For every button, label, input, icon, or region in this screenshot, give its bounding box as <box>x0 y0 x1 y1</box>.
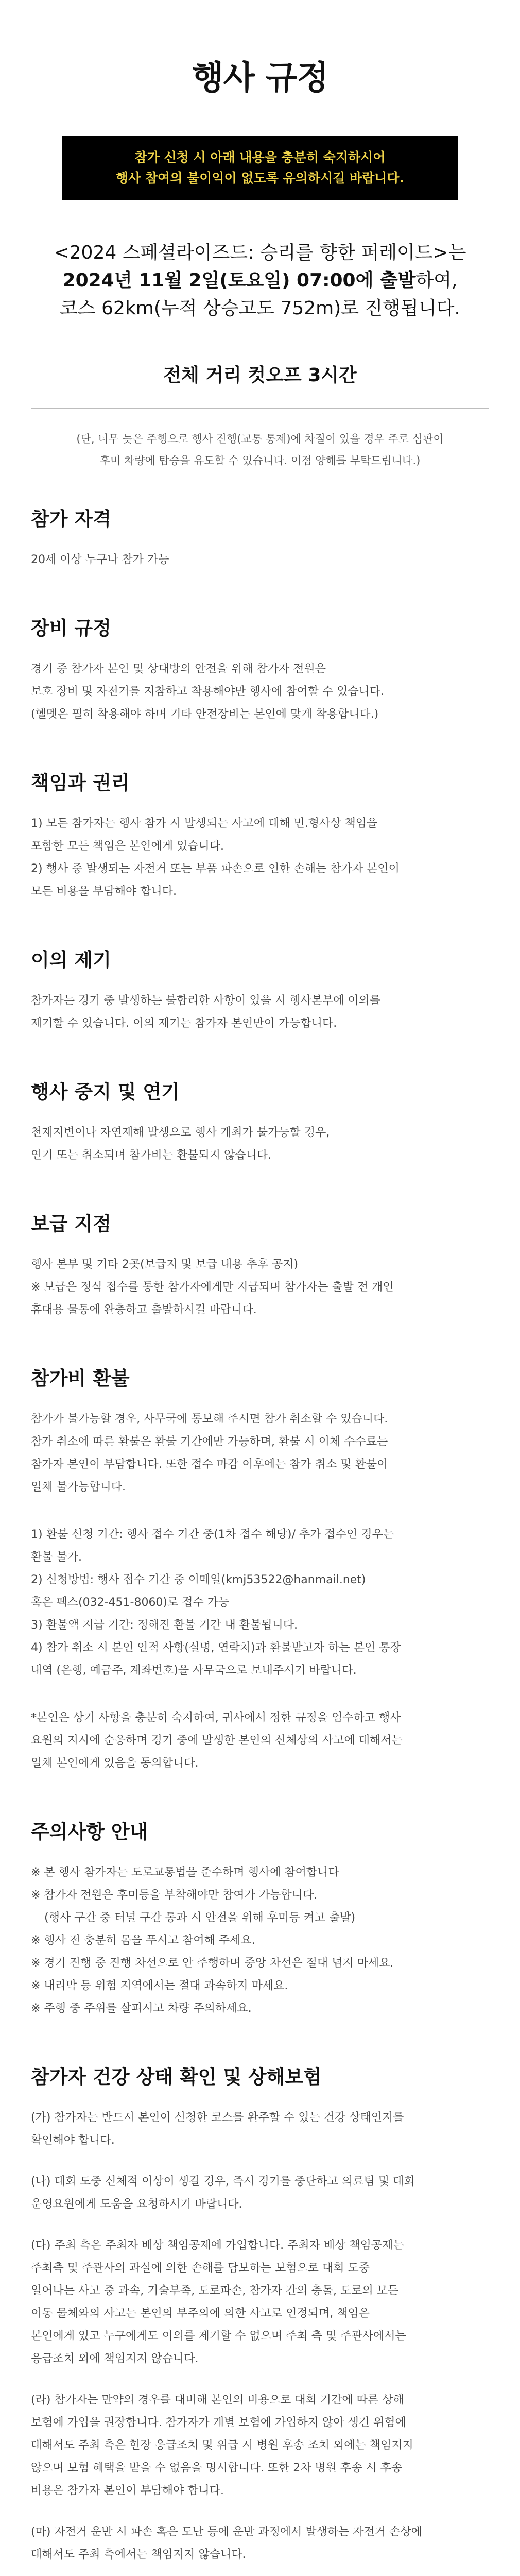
paragraph: (가) 참가자는 반드시 본인이 신청한 코스를 완주할 수 있는 건강 상태인지를 <box>31 2111 404 2124</box>
intro-line: 코스 62km(누적 상승고도 752m)로 진행됩니다. <box>60 298 460 319</box>
section-supply-point <box>31 1208 489 1321</box>
section-body <box>31 990 489 1035</box>
section-cancellation <box>31 1076 489 1167</box>
section-equipment <box>31 613 489 726</box>
paragraph: (헬멧은 필히 착용해야 하며 기타 안전장비는 본인에 맞게 착용합니다.) <box>31 708 379 721</box>
spacer <box>31 2152 489 2171</box>
paragraph: ※ 참가자 전원은 후미등을 부착해야만 참여가 가능합니다. <box>31 1889 318 1902</box>
paragraph: 제기할 수 있습니다. 이의 제기는 참가자 본인만이 가능합니다. <box>31 1017 337 1030</box>
paragraph: 참가가 불가능할 경우, 사무국에 통보해 주시면 참가 취소할 수 있습니다. <box>31 1413 388 1426</box>
paragraph: 일어나는 사고 중 과속, 기술부족, 도로파손, 참가자 간의 충돌, 도로의 모든 <box>31 2284 399 2297</box>
paragraph: 대해서도 주최 측에서는 책임지지 않습니다. <box>31 2548 246 2561</box>
section-title: 참가비 환불 <box>31 1367 130 1389</box>
section-title: 행사 중지 및 연기 <box>31 1081 180 1103</box>
section-title: 주의사항 안내 <box>31 1821 148 1843</box>
section-title: 장비 규정 <box>31 617 111 639</box>
paragraph: 보호 장비 및 자전거를 지참하고 착용해야만 행사에 참여할 수 있습니다. <box>31 685 385 698</box>
spacer <box>31 2502 489 2521</box>
notice-box <box>62 136 458 200</box>
paragraph: 주최측 및 주관사의 과실에 의한 손해를 담보하는 보험으로 대회 도중 <box>31 2262 370 2275</box>
paragraph: 혹은 팩스(032-451-8060)로 접수 가능 <box>31 1596 230 1609</box>
section-title: 참가자 건강 상태 확인 및 상해보험 <box>31 2066 322 2088</box>
paragraph: ※ 행사 전 충분히 몸을 푸시고 참여해 주세요. <box>31 1934 255 1947</box>
paragraph: 일체 불가능합니다. <box>31 1481 126 1494</box>
section-body <box>31 549 489 571</box>
paragraph: 2) 신청방법: 행사 접수 기간 중 이메일(kmj53522@hanmail.net) <box>31 1573 366 1586</box>
paragraph: 요원의 지시에 순응하며 경기 중에 발생한 본인의 신체상의 사고에 대해서는 <box>31 1734 403 1747</box>
page-title: 행사 규정 <box>192 59 328 97</box>
paragraph: 20세 이상 누구나 참가 가능 <box>31 553 169 566</box>
divider <box>31 408 489 409</box>
section-responsibility <box>31 767 489 903</box>
paragraph: 운영요원에게 도움을 요청하시기 바랍니다. <box>31 2198 242 2211</box>
paragraph: 이동 물체와의 사고는 본인의 부주의에 의한 사고로 인정되며, 책임은 <box>31 2307 370 2320</box>
section-body <box>31 1861 489 2020</box>
paragraph: 휴대용 물통에 완충하고 출발하시길 바랍니다. <box>31 1303 257 1316</box>
paragraph: 응급조치 외에 책임지지 않습니다. <box>31 2352 199 2365</box>
section-title: 참가 자격 <box>31 508 111 530</box>
paragraph: 4) 참가 취소 시 본인 인적 사항(실명, 연락처)과 환불받고자 하는 본인 통장 <box>31 1641 401 1654</box>
intro-text: 하여, <box>415 270 458 291</box>
paragraph: (마) 자전거 운반 시 파손 혹은 도난 등에 운반 과정에서 발생하는 자전거 손상에 <box>31 2526 422 2538</box>
section-body <box>31 1122 489 1167</box>
paragraph: (다) 주최 측은 주최자 배상 책임공제에 가입합니다. 주최자 배상 책임공제는 <box>31 2239 404 2252</box>
paragraph: 경기 중 참가자 본인 및 상대방의 안전을 위해 참가자 전원은 <box>31 663 326 675</box>
note-line: 후미 차량에 탑승을 유도할 수 있습니다. 이점 양해를 부탁드립니다.) <box>99 454 421 467</box>
paragraph: ※ 내리막 등 위험 지역에서는 절대 과속하지 마세요. <box>31 1979 288 1992</box>
section-refund <box>31 1363 489 1775</box>
paragraph: ※ 경기 진행 중 진행 차선으로 안 주행하며 중앙 차선은 절대 넘지 마세요. <box>31 1957 394 1970</box>
section-body <box>31 2107 489 2566</box>
paragraph: 참가 취소에 따른 환불은 환불 기간에만 가능하며, 환불 시 이체 수수료는 <box>31 1435 388 1448</box>
paragraph: 본인에게 있고 누구에게도 이의를 제기할 수 없으며 주최 측 및 주관사에서는 <box>31 2330 406 2343</box>
paragraph: (라) 참가자는 만약의 경우를 대비해 본인의 비용으로 대회 기간에 따른 상해 <box>31 2394 404 2406</box>
spacer <box>31 1499 489 1523</box>
section-eligibility <box>31 503 489 571</box>
section-title: 보급 지점 <box>31 1213 111 1235</box>
paragraph: 3) 환불액 지급 기간: 정해진 환불 기간 내 환불됩니다. <box>31 1619 298 1632</box>
spacer <box>31 1682 489 1707</box>
paragraph: 참가자는 경기 중 발생하는 불합리한 사항이 있을 시 행사본부에 이의를 <box>31 994 381 1007</box>
spacer <box>31 2370 489 2389</box>
paragraph: 보험에 가입을 권장합니다. 참가자가 개별 보험에 가입하지 않아 생긴 위험에 <box>31 2416 406 2429</box>
spacer <box>31 2216 489 2234</box>
paragraph: *본인은 상기 사항을 충분히 숙지하여, 귀사에서 정한 규정을 엄수하고 행사 <box>31 1711 401 1724</box>
start-date-time: 2024년 11월 2일(토요일) 07:00에 출발 <box>62 270 416 291</box>
paragraph: 확인해야 합니다. <box>31 2134 115 2147</box>
paragraph: 천재지변이나 자연재해 발생으로 행사 개최가 불가능할 경우, <box>31 1126 330 1139</box>
paragraph: 내역 (은행, 예금주, 계좌번호)을 사무국으로 보내주시기 바랍니다. <box>31 1664 357 1677</box>
paragraph: 일체 본인에게 있음을 동의합니다. <box>31 1757 199 1770</box>
notice-line: 참가 신청 시 아래 내용을 충분히 숙지하시어 <box>134 150 386 165</box>
paragraph: 비용은 참가자 본인이 부담해야 합니다. <box>31 2484 224 2497</box>
note-line: (단, 너무 늦은 주행으로 행사 진행(교통 통제)에 차질이 있을 경우 주로 심판이 <box>76 433 444 445</box>
section-health <box>31 2061 489 2566</box>
section-objection <box>31 944 489 1035</box>
intro-line <box>31 267 489 295</box>
paragraph: ※ 보급은 정식 접수를 통한 참가자에게만 지급되며 참가자는 출발 전 개인 <box>31 1281 394 1294</box>
paragraph: 포함한 모든 책임은 본인에게 있습니다. <box>31 840 224 853</box>
section-body <box>31 658 489 726</box>
paragraph: 모든 비용을 부담해야 합니다. <box>31 885 177 898</box>
section-body <box>31 1408 489 1775</box>
paragraph: 1) 모든 참가자는 행사 참가 시 발생되는 사고에 대해 민.형사상 책임을 <box>31 817 378 830</box>
paragraph: 1) 환불 신청 기간: 행사 접수 기간 중(1차 접수 해당)/ 추가 접수인 경우는 <box>31 1528 394 1541</box>
cutoff-title: 전체 거리 컷오프 3시간 <box>163 365 357 386</box>
section-title: 이의 제기 <box>31 949 111 971</box>
paragraph: 않으며 보험 혜택을 받을 수 없음을 명시합니다. 또한 2차 병원 후송 시 후송 <box>31 2462 403 2475</box>
paragraph: 참가자 본인이 부담합니다. 또한 접수 마감 이후에는 참가 취소 및 환불이 <box>31 1458 388 1471</box>
paragraph: ※ 주행 중 주위를 살피시고 차량 주의하세요. <box>31 2002 252 2015</box>
paragraph: (나) 대회 도중 신체적 이상이 생길 경우, 즉시 경기를 중단하고 의료팀 및 대회 <box>31 2175 415 2188</box>
section-title: 책임과 권리 <box>31 772 130 794</box>
section-body <box>31 1253 489 1321</box>
section-body <box>31 812 489 903</box>
paragraph: 대해서도 주최 측은 현장 응급조치 및 위급 시 병원 후송 조치 외에는 책임지지 <box>31 2439 413 2452</box>
paragraph: 2) 행사 중 발생되는 자전거 또는 부품 파손으로 인한 손해는 참가자 본인이 <box>31 862 400 875</box>
paragraph: 행사 본부 및 기타 2곳(보급지 및 보급 내용 추후 공지) <box>31 1258 299 1271</box>
notice-line: 행사 참여의 불이익이 없도록 유의하시길 바랍니다. <box>115 171 405 185</box>
event-intro <box>31 239 489 323</box>
section-caution <box>31 1816 489 2020</box>
cutoff-note <box>31 428 489 471</box>
paragraph: 연기 또는 취소되며 참가비는 환불되지 않습니다. <box>31 1149 272 1162</box>
paragraph: 환불 불가. <box>31 1551 82 1564</box>
paragraph: (행사 구간 중 터널 구간 통과 시 안전을 위해 후미등 켜고 출발) <box>44 1911 356 1924</box>
paragraph: ※ 본 행사 참가자는 도로교통법을 준수하며 행사에 참여합니다 <box>31 1866 339 1879</box>
intro-line: <2024 스페셜라이즈드: 승리를 향한 퍼레이드>는 <box>54 242 466 263</box>
